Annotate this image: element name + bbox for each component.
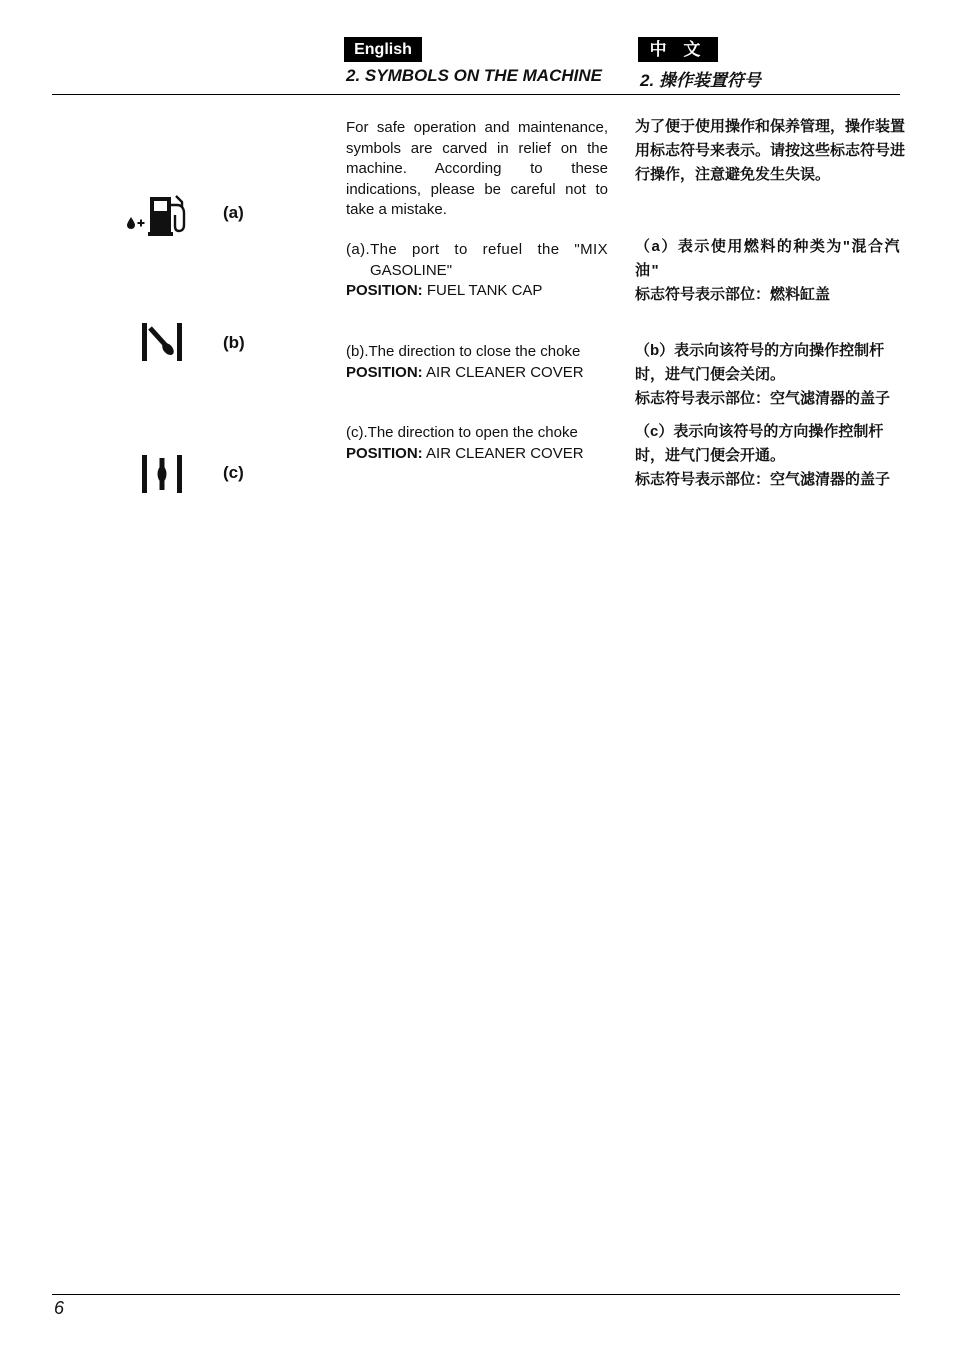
symbol-label-b: (b)	[223, 333, 245, 352]
item-a-chinese	[635, 235, 905, 307]
item-b-chinese	[635, 339, 905, 411]
section-title-chinese: 2. 操作装置符号	[640, 71, 761, 90]
item-a-english	[346, 240, 608, 302]
item-a-description-line1: (a).The port to refuel the "MIX	[346, 241, 608, 258]
item-a-position-zh: 标志符号表示部位：燃料缸盖	[635, 286, 831, 303]
item-b-position-zh: 标志符号表示部位：空气滤清器的盖子	[635, 390, 891, 407]
item-c-description: (c).The direction to open the choke	[346, 424, 578, 441]
fuel-mix-icon	[126, 192, 190, 238]
language-tag-english: English	[344, 37, 422, 62]
symbol-label-a: (a)	[223, 203, 244, 222]
item-b-description: (b).The direction to close the choke	[346, 343, 581, 360]
intro-chinese: 为了便于使用操作和保养管理，操作装置用标志符号来表示。请按这些标志符号进行操作，注意避免发生失误。	[635, 118, 906, 183]
item-a-description-zh: （a）表示使用燃料的种类为"混合汽油"	[635, 238, 901, 279]
item-a-description-line2: GASOLINE"	[370, 261, 453, 279]
position-value: FUEL TANK CAP	[426, 282, 543, 299]
item-c-position-zh: 标志符号表示部位：空气滤清器的盖子	[635, 471, 891, 488]
item-a-position	[346, 281, 608, 302]
position-label: POSITION:	[346, 444, 423, 462]
language-tag-chinese: 中 文	[638, 37, 718, 62]
choke-close-icon	[140, 322, 184, 362]
item-c-position	[346, 444, 608, 465]
item-b-english	[346, 342, 608, 383]
position-label: POSITION:	[346, 363, 423, 381]
page-number: 6	[54, 1298, 65, 1318]
position-value: AIR CLEANER COVER	[426, 363, 584, 381]
section-title-english: 2. SYMBOLS ON THE MACHINE	[346, 66, 602, 85]
symbol-label-c: (c)	[223, 463, 244, 482]
item-c-english	[346, 423, 608, 464]
position-label: POSITION:	[346, 282, 423, 299]
header-rule	[52, 94, 900, 95]
item-b-position	[346, 363, 608, 384]
item-c-description-zh: （c）表示向该符号的方向操作控制杆时，进气门便会开通。	[635, 423, 884, 464]
footer-rule	[52, 1294, 900, 1295]
position-value: AIR CLEANER COVER	[426, 444, 584, 462]
intro-english: For safe operation and maintenance, symbols are carved in relief on the machine. According to these indications, please be careful not to take a mistake.	[346, 119, 608, 218]
item-c-chinese	[635, 420, 905, 492]
item-b-description-zh: （b）表示向该符号的方向操作控制杆时，进气门便会关闭。	[635, 342, 885, 383]
choke-open-icon	[140, 454, 184, 494]
